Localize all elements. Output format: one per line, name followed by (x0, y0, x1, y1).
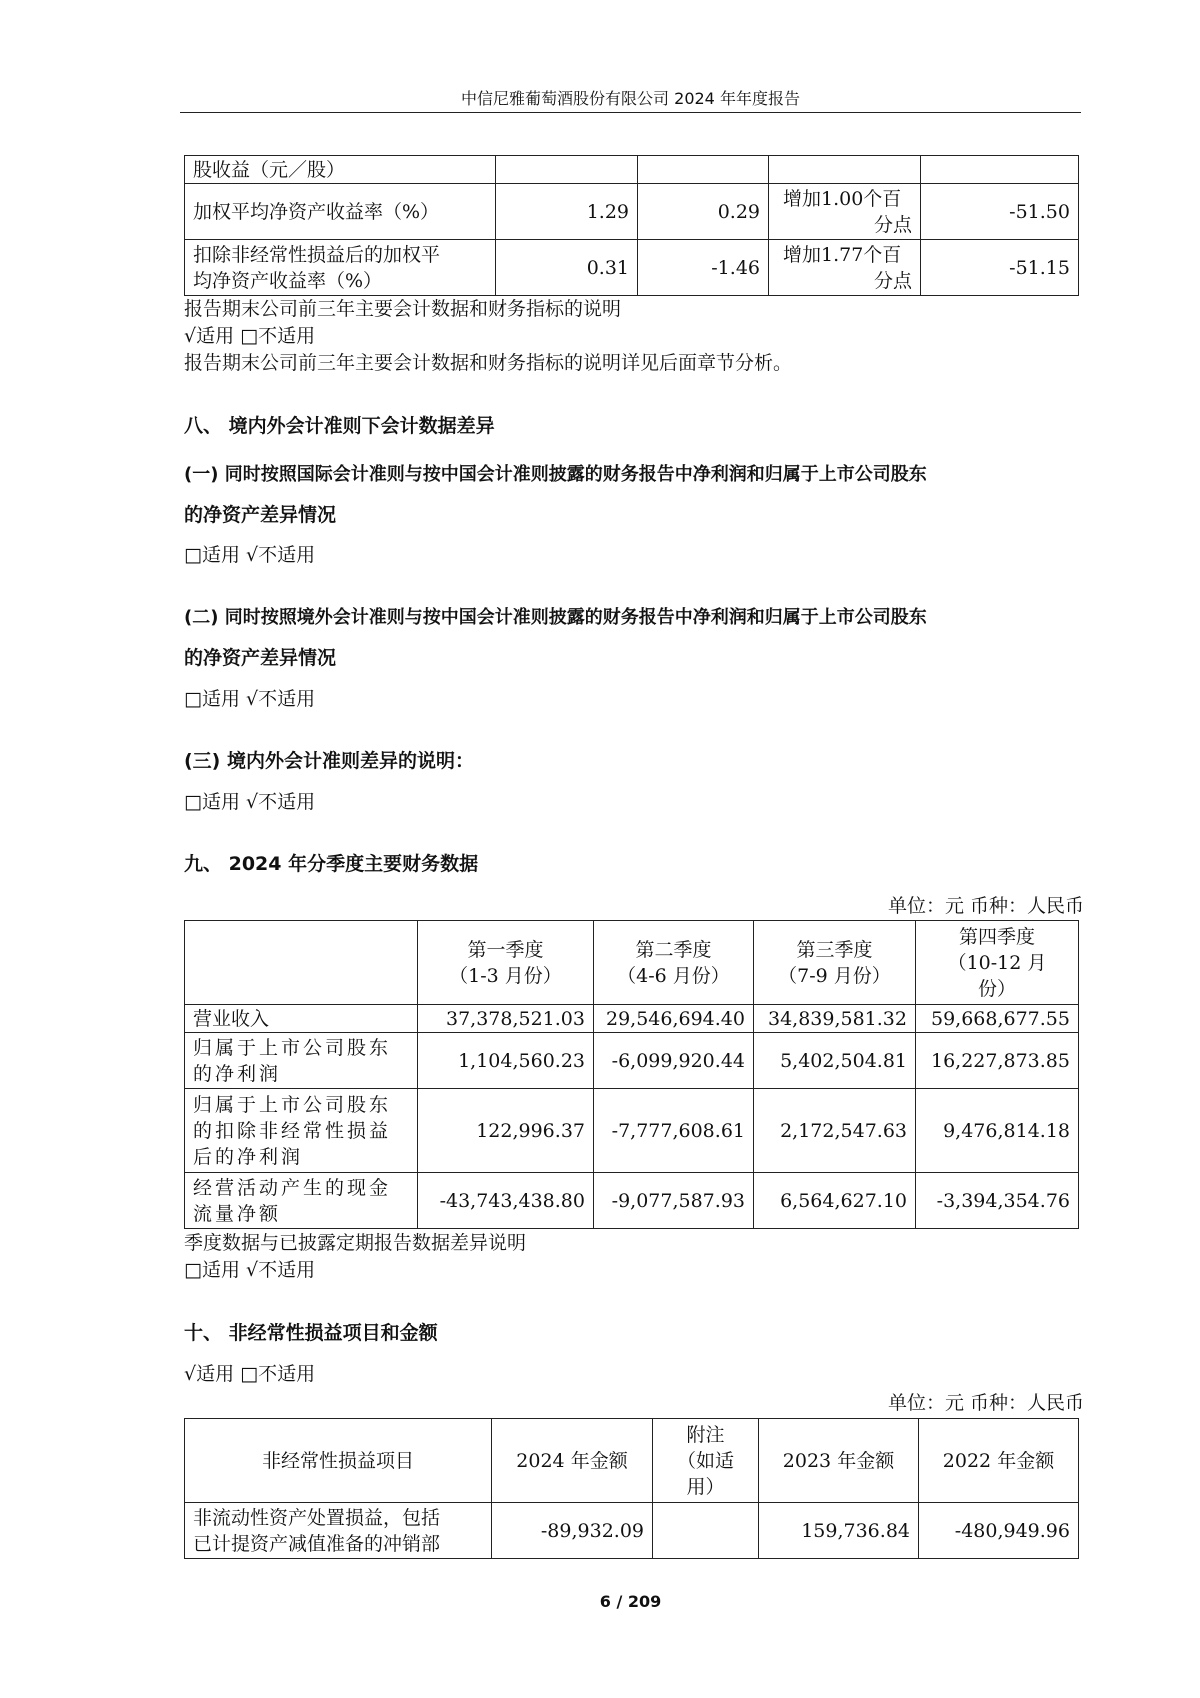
table-cell: -51.50 (921, 184, 1079, 240)
table-cell: 0.31 (496, 240, 638, 296)
table-cell (496, 156, 638, 184)
table-cell: -51.15 (921, 240, 1079, 296)
section-10-title: 十、 非经常性损益项目和金额 (184, 1322, 438, 1344)
table-cell: -7,777,608.61 (594, 1089, 754, 1173)
quarterly-data-table (184, 920, 1079, 1229)
table-row (185, 240, 1079, 296)
header-line: 第四季度 (958, 925, 1035, 948)
subsection-3-title: (三) 境内外会计准则差异的说明： (184, 750, 474, 772)
row-label (185, 240, 496, 296)
table-cell: -6,099,920.44 (594, 1033, 754, 1089)
column-header: 2023 年金额 (759, 1419, 919, 1503)
header-line: 用） (686, 1475, 725, 1498)
table-cell: 34,839,581.32 (754, 1005, 916, 1033)
report-header-title: 中信尼雅葡萄酒股份有限公司 2024 年年度报告 (461, 89, 800, 108)
table-cell: 16,227,873.85 (916, 1033, 1079, 1089)
table-row (185, 1005, 1079, 1033)
page-number: 6 / 209 (599, 1592, 662, 1611)
label-line: 归属于上市公司股东 (193, 1036, 392, 1059)
table-cell: 59,668,677.55 (916, 1005, 1079, 1033)
table-row (185, 1089, 1079, 1173)
table-cell: -89,932.09 (492, 1503, 653, 1559)
label-line: 经营活动产生的现金 (193, 1176, 392, 1199)
label-line: 均净资产收益率（%） (193, 269, 383, 292)
section-9-title: 九、 2024 年分季度主要财务数据 (184, 853, 479, 875)
section-8-title: 八、 境内外会计准则下会计数据差异 (184, 415, 495, 437)
change-cell (769, 240, 921, 296)
applicability-choice: □适用 √不适用 (184, 1259, 316, 1281)
header-line: （7-9 月份） (778, 964, 891, 987)
column-header: 非经常性损益项目 (185, 1419, 492, 1503)
table-header-row (185, 921, 1079, 1005)
table-header-row (185, 1419, 1079, 1503)
table-row (185, 184, 1079, 240)
table-row (185, 1173, 1079, 1229)
row-label (185, 1033, 418, 1089)
subsection-2-title: (二) 同时按照境外会计准则与按中国会计准则披露的财务报告中净利润和归属于上市公司股东 (184, 607, 927, 628)
header-line: 第三季度 (796, 938, 873, 961)
change-line: 增加1.00个百 (783, 187, 902, 210)
subsection-1-title-cont: 的净资产差异情况 (184, 504, 337, 526)
table-cell: 9,476,814.18 (916, 1089, 1079, 1173)
column-header (754, 921, 916, 1005)
unit-label: 单位：元 币种：人民币 (887, 895, 1084, 917)
header-divider (180, 112, 1081, 113)
row-label (185, 1173, 418, 1229)
applicability-choice: □适用 √不适用 (184, 688, 316, 710)
explanation-heading: 报告期末公司前三年主要会计数据和财务指标的说明 (184, 298, 622, 320)
applicability-choice: √适用 □不适用 (184, 325, 316, 347)
label-line: 非流动性资产处置损益，包括 (193, 1506, 441, 1529)
header-line: （10-12 月 (947, 951, 1047, 974)
non-recurring-items-table (184, 1418, 1079, 1559)
table-cell: -1.46 (638, 240, 769, 296)
change-line: 增加1.77个百 (783, 243, 902, 266)
header-line: （4-6 月份） (617, 964, 730, 987)
label-line: 流量净额 (193, 1202, 282, 1225)
table-cell (769, 156, 921, 184)
column-header: 2024 年金额 (492, 1419, 653, 1503)
table-cell: -3,394,354.76 (916, 1173, 1079, 1229)
header-line: （1-3 月份） (449, 964, 562, 987)
table-cell: 0.29 (638, 184, 769, 240)
table-row (185, 156, 1079, 184)
label-line: 扣除非经常性损益后的加权平 (193, 243, 441, 266)
applicability-choice: √适用 □不适用 (184, 1363, 316, 1385)
change-cell (769, 184, 921, 240)
table-cell (921, 156, 1079, 184)
header-line: 第一季度 (467, 938, 544, 961)
table-cell: 1,104,560.23 (418, 1033, 594, 1089)
column-header (418, 921, 594, 1005)
table-cell: 6,564,627.10 (754, 1173, 916, 1229)
unit-label: 单位：元 币种：人民币 (887, 1392, 1084, 1414)
column-header (594, 921, 754, 1005)
table-cell: -480,949.96 (919, 1503, 1079, 1559)
header-line: 附注 (686, 1423, 725, 1446)
row-label (185, 1503, 492, 1559)
table-cell: 159,736.84 (759, 1503, 919, 1559)
column-header (916, 921, 1079, 1005)
row-label: 加权平均净资产收益率（%） (185, 184, 496, 240)
table-cell: 1.29 (496, 184, 638, 240)
header-cell-empty (185, 921, 418, 1005)
column-header: 2022 年金额 (919, 1419, 1079, 1503)
table-cell (638, 156, 769, 184)
change-line: 分点 (873, 213, 912, 236)
table-cell: 2,172,547.63 (754, 1089, 916, 1173)
column-header (653, 1419, 759, 1503)
subsection-2-title-cont: 的净资产差异情况 (184, 647, 337, 669)
applicability-choice: □适用 √不适用 (184, 791, 316, 813)
explanation-text: 报告期末公司前三年主要会计数据和财务指标的说明详见后面章节分析。 (184, 352, 793, 374)
table-cell: -9,077,587.93 (594, 1173, 754, 1229)
header-line: 份） (977, 977, 1016, 1000)
label-line: 的净利润 (193, 1062, 282, 1085)
row-label (185, 1089, 418, 1173)
table-cell: -43,743,438.80 (418, 1173, 594, 1229)
subsection-1-title: (一) 同时按照国际会计准则与按中国会计准则披露的财务报告中净利润和归属于上市公司股东 (184, 464, 927, 485)
table-cell: 37,378,521.03 (418, 1005, 594, 1033)
change-line: 分点 (873, 269, 912, 292)
row-label: 股收益（元／股） (185, 156, 496, 184)
table-cell: 29,546,694.40 (594, 1005, 754, 1033)
applicability-choice: □适用 √不适用 (184, 544, 316, 566)
table-row (185, 1503, 1079, 1559)
label-line: 归属于上市公司股东 (193, 1093, 392, 1116)
label-line: 的扣除非经常性损益 (193, 1119, 392, 1142)
table-cell (653, 1503, 759, 1559)
table-cell: 122,996.37 (418, 1089, 594, 1173)
financial-indicators-table (184, 155, 1079, 296)
header-line: （如适 (676, 1449, 734, 1472)
label-line: 已计提资产减值准备的冲销部 (193, 1532, 441, 1555)
label-line: 后的净利润 (193, 1145, 304, 1168)
row-label: 营业收入 (185, 1005, 418, 1033)
header-line: 第二季度 (635, 938, 712, 961)
table-row (185, 1033, 1079, 1089)
table-cell: 5,402,504.81 (754, 1033, 916, 1089)
quarterly-note: 季度数据与已披露定期报告数据差异说明 (184, 1232, 527, 1254)
